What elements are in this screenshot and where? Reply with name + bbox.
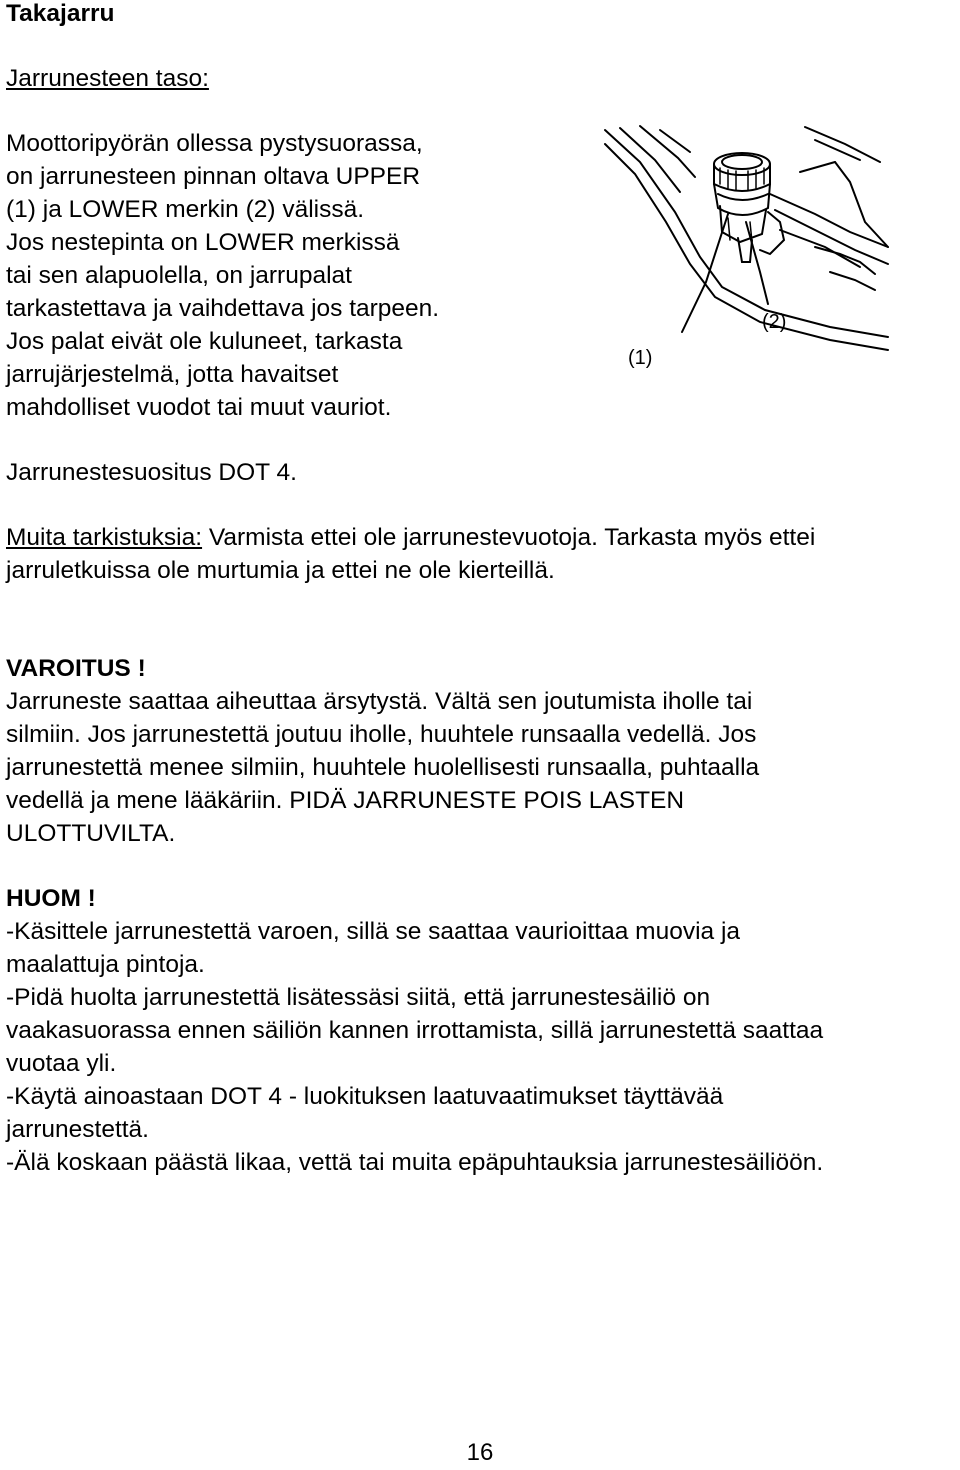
paragraph-line: Jarruneste saattaa aiheuttaa ärsytystä. Vältä sen joutumista iholle tai [6,688,753,715]
paragraph-line: tai sen alapuolella, on jarrupalat [6,262,352,289]
paragraph-line: vedellä ja mene lääkäriin. PIDÄ JARRUNESTE POIS LASTEN [6,787,685,814]
fluid-level-heading: Jarrunesteen taso: [6,65,209,92]
paragraph-line: Jos nestepinta on LOWER merkissä [6,229,400,256]
figure-label-upper: (2) [762,311,787,333]
page-title: Takajarru [6,0,115,27]
paragraph-line: tarkastettava ja vaihdettava jos tarpeen. [6,295,440,322]
note-heading: HUOM ! [6,885,96,912]
paragraph-line: (1) ja LOWER merkin (2) välissä. [6,196,365,223]
warning-heading: VAROITUS ! [6,655,146,682]
paragraph-line: on jarrunesteen pinnan oltava UPPER [6,163,421,190]
paragraph-line: vaakasuorassa ennen säiliön kannen irrottamista, sillä jarrunestettä saattaa [6,1017,824,1044]
paragraph-line: vuotaa yli. [6,1050,117,1077]
paragraph-line: jarrujärjestelmä, jotta havaitset [6,361,339,388]
other-checks-text: Varmista ettei ole jarrunestevuotoja. Tarkasta myös ettei [202,524,816,551]
paragraph-line: maalattuja pintoja. [6,951,205,978]
paragraph-line: jarrunestettä. [6,1116,149,1143]
paragraph-line: jarrunestettä menee silmiin, huuhtele huolellisesti runsaalla, puhtaalla [6,754,760,781]
paragraph-line: Jos palat eivät ole kuluneet, tarkasta [6,328,403,355]
other-checks-line-2: jarruletkuissa ole murtumia ja ettei ne ole kierteillä. [6,557,555,584]
paragraph-line: -Käsittele jarrunestettä varoen, sillä se saattaa vaurioittaa muovia ja [6,918,741,945]
other-checks-line [6,521,815,554]
paragraph-line: ULOTTUVILTA. [6,820,176,847]
brake-reservoir-figure [600,122,890,382]
paragraph-line: mahdolliset vuodot tai muut vauriot. [6,394,392,421]
paragraph-line: Moottoripyörän ollessa pystysuorassa, [6,130,423,157]
figure-label-lower: (1) [628,347,653,369]
fluid-recommendation: Jarrunestesuositus DOT 4. [6,459,297,486]
paragraph-line: silmiin. Jos jarrunestettä joutuu iholle, huuhtele runsaalla vedellä. Jos [6,721,757,748]
paragraph-line: -Pidä huolta jarrunestettä lisätessäsi siitä, että jarrunestesäiliö on [6,984,711,1011]
page-number: 16 [466,1439,494,1466]
paragraph-line: -Käytä ainoastaan DOT 4 - luokituksen laatuvaatimukset täyttävää [6,1083,724,1110]
other-checks-label: Muita tarkistuksia: [6,524,203,551]
paragraph-line: -Älä koskaan päästä likaa, vettä tai muita epäpuhtauksia jarrunestesäiliöön. [6,1149,824,1176]
